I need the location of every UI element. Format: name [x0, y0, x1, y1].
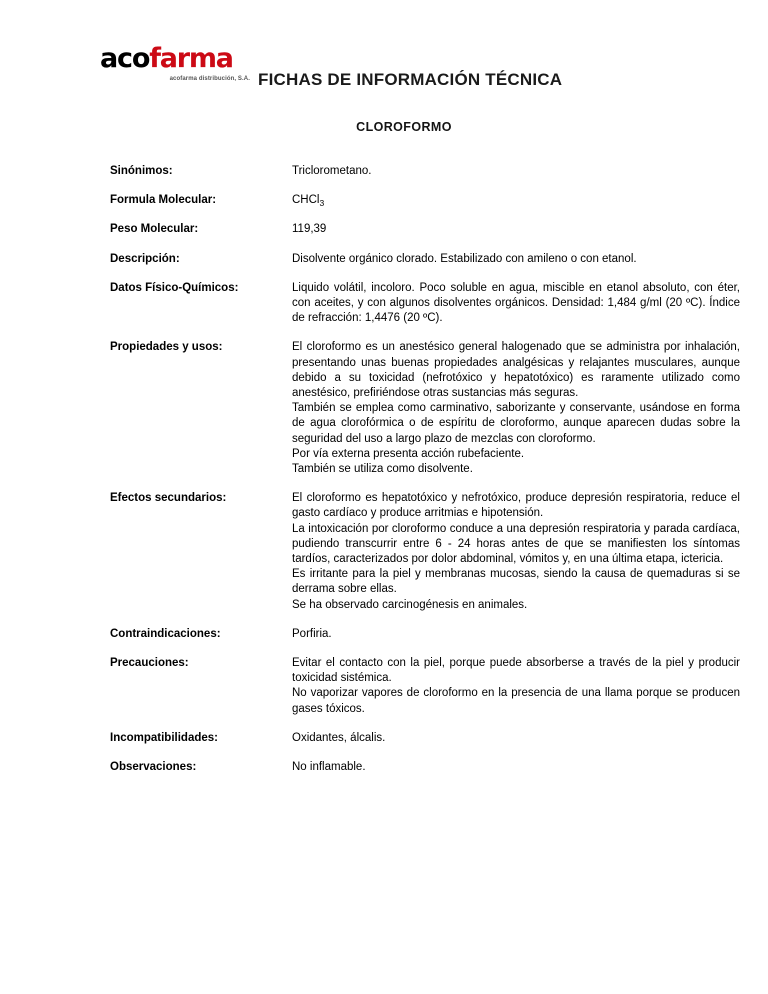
- field-value: [292, 340, 740, 477]
- field-paragraph: La intoxicación por cloroformo conduce a una depresión respiratoria y parada cardíaca, pudiendo transcurrir entre 6 - 24 horas antes de que se manifiesten los síntomas tardíos, caracterizados por dolor abdominal, vómitos y, en una última etapa, ictericia.: [292, 522, 740, 566]
- subject-title: CLOROFORMO: [356, 120, 452, 134]
- field-label: Contraindicaciones:: [110, 627, 221, 640]
- field-row: [110, 760, 740, 775]
- logo-text-farma: farma: [149, 43, 233, 74]
- field-label: Propiedades y usos:: [110, 341, 223, 354]
- field-value: [292, 731, 740, 746]
- field-value: [292, 656, 740, 717]
- field-row: [110, 731, 740, 746]
- field-paragraph: Por vía externa presenta acción rubefaciente.: [292, 447, 525, 460]
- field-label: Observaciones:: [110, 761, 197, 774]
- field-row: [110, 164, 740, 179]
- field-paragraph: 119,39: [292, 223, 327, 236]
- field-paragraph: El cloroformo es un anestésico general halogenado que se administra por inhalación, presentando unas buenas propiedades analgésicas y relajantes musculares, aunque debido a su toxicidad (nefrotóxico y hepatotóxico) es raramente utilizado como anestésico, prefiriéndose otras sustancias más seguras.: [292, 341, 740, 400]
- field-label: Incompatibilidades:: [110, 731, 218, 744]
- field-paragraph: También se emplea como carminativo, saborizante y conservante, usándose en forma de agua clorofórmica o de espíritu de cloroformo, aunque aparecen dudas sobre la seguridad del uso a largo plazo de mezclas con cloroformo.: [292, 402, 740, 445]
- field-value: [292, 193, 740, 208]
- field-paragraph: El cloroformo es hepatotóxico y nefrotóxico, produce depresión respiratoria, reduce el gasto cardíaco y produce arritmias e hipotensión.: [292, 492, 740, 520]
- acofarma-logo: [100, 45, 250, 87]
- field-paragraph: No vaporizar vapores de cloroformo en la presencia de una llama porque se producen gases tóxicos.: [292, 687, 740, 715]
- field-label: Efectos secundarios:: [110, 492, 227, 505]
- field-label: Formula Molecular:: [110, 194, 217, 207]
- fields-list: [110, 164, 740, 789]
- field-paragraph: Triclorometano.: [292, 165, 372, 177]
- field-label: Datos Físico-Químicos:: [110, 281, 239, 294]
- formula-subscript: 3: [319, 198, 325, 209]
- molecular-formula: [292, 193, 740, 208]
- field-value: [292, 252, 740, 267]
- field-row: [110, 491, 740, 613]
- logo-wordmark: [100, 45, 250, 73]
- field-value: [292, 760, 740, 775]
- field-paragraph: También se utiliza como disolvente.: [292, 463, 473, 476]
- field-value: [292, 222, 740, 237]
- field-row: [110, 656, 740, 717]
- formula-base: CHCl: [292, 194, 320, 207]
- field-row: [110, 627, 740, 642]
- field-paragraph: Liquido volátil, incoloro. Poco soluble en agua, miscible en etanol absoluto, con éter, con aceites, y con algunos disolventes orgánicos. Densidad: 1,484 g/ml (20 ºC). Índice de refracción: 1,4476 (20 ºC).: [292, 281, 740, 325]
- field-row: [110, 281, 740, 327]
- field-row: [110, 252, 740, 267]
- field-value: [292, 281, 740, 327]
- field-row: [110, 222, 740, 237]
- field-label: Descripción:: [110, 252, 180, 265]
- document-header: [0, 0, 768, 110]
- field-value: [292, 491, 740, 613]
- field-paragraph: Oxidantes, álcalis.: [292, 731, 386, 744]
- logo-tagline: acofarma distribución, S.A.: [169, 76, 250, 82]
- field-paragraph: Se ha observado carcinogénesis en animales.: [292, 598, 528, 611]
- field-paragraph: Disolvente orgánico clorado. Estabilizado con amileno o con etanol.: [292, 252, 637, 265]
- field-row: [110, 340, 740, 477]
- field-paragraph: Porfiria.: [292, 627, 332, 640]
- field-value: [292, 164, 740, 179]
- field-value: [292, 627, 740, 642]
- document-title: FICHAS DE INFORMACIÓN TÉCNICA: [258, 70, 563, 89]
- field-paragraph: Evitar el contacto con la piel, porque puede absorberse a través de la piel y producir toxicidad sistémica.: [292, 657, 740, 685]
- field-label: Precauciones:: [110, 657, 189, 670]
- field-label: Peso Molecular:: [110, 223, 199, 236]
- field-label: Sinónimos:: [110, 165, 173, 177]
- field-row: [110, 193, 740, 208]
- field-paragraph: No inflamable.: [292, 761, 366, 774]
- logo-text-aco: aco: [100, 43, 150, 74]
- field-paragraph: Es irritante para la piel y membranas mucosas, siendo la causa de quemaduras si se derrama sobre ellas.: [292, 568, 740, 596]
